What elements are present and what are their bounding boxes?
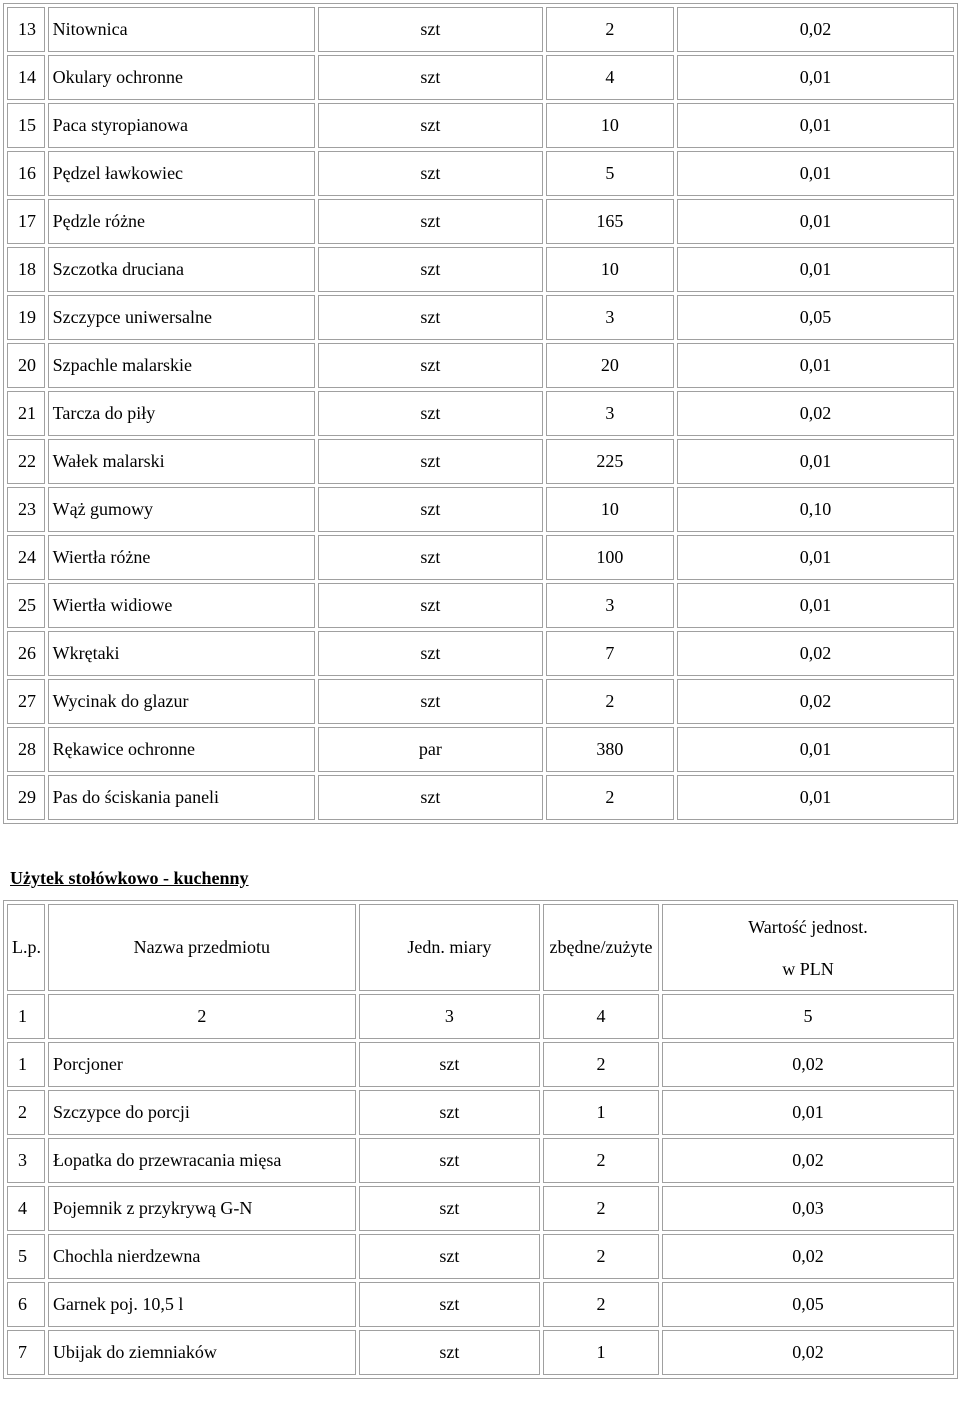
- item-name: Nitownica: [48, 7, 315, 52]
- inventory-table-tools: [3, 3, 958, 824]
- item-unit: szt: [359, 1138, 540, 1183]
- item-name: Szczypce uniwersalne: [48, 295, 315, 340]
- item-unit: szt: [318, 151, 543, 196]
- item-unit: par: [318, 727, 543, 772]
- row-number: 23: [7, 487, 45, 532]
- row-number: 20: [7, 343, 45, 388]
- numbering-cell-1: 1: [7, 994, 45, 1039]
- item-unit-value: 0,01: [662, 1090, 954, 1135]
- item-unit: szt: [318, 55, 543, 100]
- item-quantity: 1: [543, 1090, 659, 1135]
- item-name: Wkrętaki: [48, 631, 315, 676]
- table-row: [7, 199, 954, 244]
- item-quantity: 10: [546, 103, 674, 148]
- row-number: 3: [7, 1138, 45, 1183]
- row-number: 25: [7, 583, 45, 628]
- item-unit: szt: [359, 1330, 540, 1375]
- item-unit: szt: [318, 391, 543, 436]
- row-number: 7: [7, 1330, 45, 1375]
- header-value: [662, 904, 954, 991]
- item-unit-value: 0,02: [677, 7, 954, 52]
- item-unit-value: 0,10: [677, 487, 954, 532]
- item-unit: szt: [318, 535, 543, 580]
- row-number: 1: [7, 1042, 45, 1087]
- item-name: Paca styropianowa: [48, 103, 315, 148]
- table-row: [7, 1042, 954, 1087]
- row-number: 4: [7, 1186, 45, 1231]
- item-unit-value: 0,01: [677, 583, 954, 628]
- row-number: 22: [7, 439, 45, 484]
- row-number: 17: [7, 199, 45, 244]
- item-unit: szt: [318, 679, 543, 724]
- item-unit: szt: [359, 1042, 540, 1087]
- table-row: [7, 103, 954, 148]
- item-unit: szt: [318, 775, 543, 820]
- table-row: [7, 1234, 954, 1279]
- item-unit-value: 0,01: [677, 727, 954, 772]
- item-quantity: 4: [546, 55, 674, 100]
- row-number: 24: [7, 535, 45, 580]
- row-number: 16: [7, 151, 45, 196]
- table-row: [7, 1138, 954, 1183]
- item-unit: szt: [318, 631, 543, 676]
- row-number: 6: [7, 1282, 45, 1327]
- table-row: [7, 487, 954, 532]
- row-number: 5: [7, 1234, 45, 1279]
- header-name: Nazwa przedmiotu: [48, 904, 356, 991]
- item-name: Rękawice ochronne: [48, 727, 315, 772]
- item-name: Pojemnik z przykrywą G-N: [48, 1186, 356, 1231]
- table-row: [7, 775, 954, 820]
- table-row: [7, 343, 954, 388]
- item-unit: szt: [318, 583, 543, 628]
- table-row: [7, 1330, 954, 1375]
- table-row: [7, 151, 954, 196]
- item-name: Wycinak do glazur: [48, 679, 315, 724]
- item-unit-value: 0,01: [677, 775, 954, 820]
- table-row: [7, 583, 954, 628]
- item-name: Szczypce do porcji: [48, 1090, 356, 1135]
- item-unit: szt: [318, 103, 543, 148]
- item-quantity: 5: [546, 151, 674, 196]
- item-unit-value: 0,01: [677, 439, 954, 484]
- table-row: [7, 535, 954, 580]
- item-unit-value: 0,02: [677, 391, 954, 436]
- item-quantity: 2: [543, 1138, 659, 1183]
- item-name: Ubijak do ziemniaków: [48, 1330, 356, 1375]
- item-quantity: 10: [546, 247, 674, 292]
- item-unit: szt: [359, 1234, 540, 1279]
- table-row: [7, 247, 954, 292]
- table-row: [7, 679, 954, 724]
- header-lp: L.p.: [7, 904, 45, 991]
- section-title: Użytek stołówkowo - kuchenny: [10, 868, 249, 888]
- item-quantity: 380: [546, 727, 674, 772]
- item-name: Wąż gumowy: [48, 487, 315, 532]
- table-row: [7, 55, 954, 100]
- row-number: 27: [7, 679, 45, 724]
- item-unit-value: 0,01: [677, 151, 954, 196]
- item-unit-value: 0,01: [677, 199, 954, 244]
- item-unit-value: 0,02: [662, 1330, 954, 1375]
- item-quantity: 100: [546, 535, 674, 580]
- item-unit-value: 0,02: [677, 679, 954, 724]
- item-unit-value: 0,01: [677, 55, 954, 100]
- table-row: [7, 439, 954, 484]
- item-unit-value: 0,03: [662, 1186, 954, 1231]
- header-unit: Jedn. miary: [359, 904, 540, 991]
- header-value-line1: Wartość jednost.: [748, 916, 868, 937]
- item-unit: szt: [359, 1282, 540, 1327]
- item-name: Garnek poj. 10,5 l: [48, 1282, 356, 1327]
- item-quantity: 1: [543, 1330, 659, 1375]
- row-number: 2: [7, 1090, 45, 1135]
- item-name: Szpachle malarskie: [48, 343, 315, 388]
- item-quantity: 225: [546, 439, 674, 484]
- item-name: Wiertła różne: [48, 535, 315, 580]
- item-name: Pędzel ławkowiec: [48, 151, 315, 196]
- item-quantity: 2: [543, 1234, 659, 1279]
- item-unit: szt: [318, 487, 543, 532]
- item-name: Tarcza do piły: [48, 391, 315, 436]
- table-row: [7, 295, 954, 340]
- item-quantity: 7: [546, 631, 674, 676]
- item-unit-value: 0,02: [662, 1138, 954, 1183]
- item-unit-value: 0,02: [677, 631, 954, 676]
- item-unit-value: 0,01: [677, 103, 954, 148]
- row-number: 21: [7, 391, 45, 436]
- column-numbering-row: [7, 994, 954, 1039]
- numbering-cell-4: 4: [543, 994, 659, 1039]
- item-unit: szt: [318, 7, 543, 52]
- row-number: 15: [7, 103, 45, 148]
- table-row: [7, 727, 954, 772]
- table-row: [7, 1282, 954, 1327]
- item-name: Wałek malarski: [48, 439, 315, 484]
- item-unit: szt: [318, 247, 543, 292]
- item-quantity: 3: [546, 583, 674, 628]
- item-name: Okulary ochronne: [48, 55, 315, 100]
- item-unit-value: 0,05: [662, 1282, 954, 1327]
- table-row: [7, 1090, 954, 1135]
- row-number: 26: [7, 631, 45, 676]
- item-quantity: 10: [546, 487, 674, 532]
- item-unit-value: 0,05: [677, 295, 954, 340]
- table-row: [7, 391, 954, 436]
- item-name: Pas do ściskania paneli: [48, 775, 315, 820]
- item-name: Chochla nierdzewna: [48, 1234, 356, 1279]
- item-unit: szt: [318, 199, 543, 244]
- item-quantity: 2: [546, 775, 674, 820]
- item-quantity: 3: [546, 295, 674, 340]
- item-name: Wiertła widiowe: [48, 583, 315, 628]
- item-quantity: 2: [543, 1186, 659, 1231]
- item-name: Pędzle różne: [48, 199, 315, 244]
- item-unit: szt: [359, 1090, 540, 1135]
- row-number: 29: [7, 775, 45, 820]
- numbering-cell-2: 2: [48, 994, 356, 1039]
- item-unit-value: 0,01: [677, 247, 954, 292]
- table-header-row: [7, 904, 954, 991]
- item-quantity: 2: [546, 679, 674, 724]
- item-name: Łopatka do przewracania mięsa: [48, 1138, 356, 1183]
- item-quantity: 2: [543, 1042, 659, 1087]
- item-quantity: 165: [546, 199, 674, 244]
- row-number: 19: [7, 295, 45, 340]
- row-number: 18: [7, 247, 45, 292]
- item-unit-value: 0,01: [677, 535, 954, 580]
- item-quantity: 20: [546, 343, 674, 388]
- item-name: Szczotka druciana: [48, 247, 315, 292]
- item-quantity: 2: [546, 7, 674, 52]
- item-name: Porcjoner: [48, 1042, 356, 1087]
- item-unit-value: 0,02: [662, 1042, 954, 1087]
- numbering-cell-5: 5: [662, 994, 954, 1039]
- item-unit-value: 0,01: [677, 343, 954, 388]
- header-qty: zbędne/zużyte: [543, 904, 659, 991]
- row-number: 13: [7, 7, 45, 52]
- table-row: [7, 1186, 954, 1231]
- item-quantity: 3: [546, 391, 674, 436]
- numbering-cell-3: 3: [359, 994, 540, 1039]
- item-quantity: 2: [543, 1282, 659, 1327]
- kitchen-table-body: [7, 904, 954, 1375]
- table-row: [7, 7, 954, 52]
- row-number: 14: [7, 55, 45, 100]
- item-unit: szt: [318, 343, 543, 388]
- row-number: 28: [7, 727, 45, 772]
- item-unit: szt: [359, 1186, 540, 1231]
- header-value-line2: w PLN: [782, 958, 834, 979]
- item-unit-value: 0,02: [662, 1234, 954, 1279]
- item-unit: szt: [318, 295, 543, 340]
- inventory-table-kitchen: [3, 900, 958, 1379]
- inventory-table-body: [7, 7, 954, 820]
- table-row: [7, 631, 954, 676]
- item-unit: szt: [318, 439, 543, 484]
